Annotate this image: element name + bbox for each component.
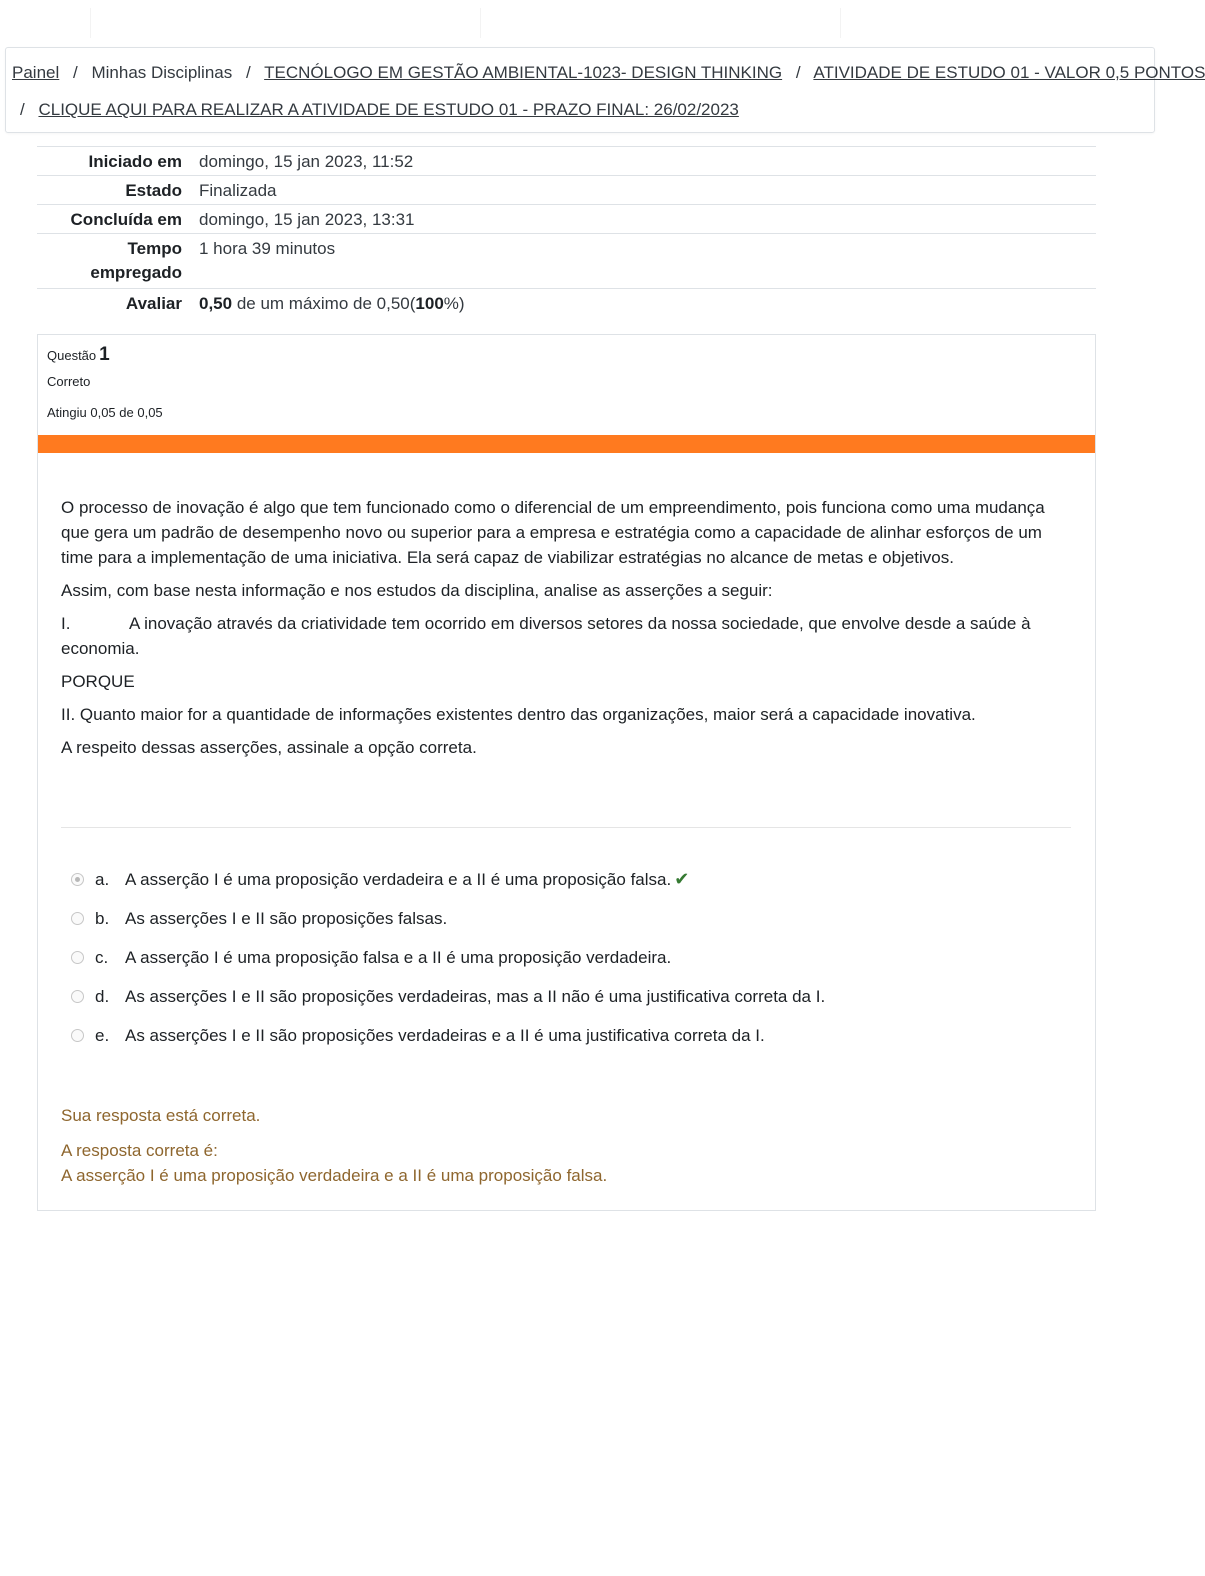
summary-label: Estado [125,181,182,200]
question-accent-bar [38,435,1095,453]
question-grade: Atingiu 0,05 de 0,05 [47,405,163,420]
divider [840,8,841,38]
spacer [61,1128,607,1138]
question-paragraph: Assim, com base nesta informação e nos estudos da disciplina, analise as asserções a seguir: [61,581,773,600]
check-icon: ✔ [674,869,690,889]
breadcrumb [5,47,1205,133]
option-d[interactable] [71,977,825,1016]
breadcrumb-separator: / [20,100,25,119]
breadcrumb-line [20,100,739,120]
summary-value [199,292,1096,328]
breadcrumb-separator: / [73,63,78,82]
question-feedback [61,1103,607,1188]
summary-row-grade [37,288,1096,328]
assertion-marker: I. [61,614,71,633]
option-c[interactable] [71,938,825,977]
option-letter: a. [95,869,110,889]
option-b[interactable] [71,899,825,938]
question-number [47,344,163,370]
answer-options [71,860,825,1055]
assertion-text: A inovação através da criatividade tem ocorrido em diversos setores da nossa sociedade, que envolve desde a saúde à economia. [61,614,1031,658]
summary-value: 1 hora 39 minutos [199,239,336,258]
summary-label: Tempo empregado [90,239,182,282]
radio-icon[interactable] [71,873,84,886]
question-prefix: Questão [47,348,97,363]
summary-row-state [37,175,1096,204]
radio-icon[interactable] [71,990,84,1003]
option-letter: b. [95,908,110,928]
breadcrumb-quiz-link[interactable]: CLIQUE AQUI PARA REALIZAR A ATIVIDADE DE ESTUDO 01 - PRAZO FINAL: 26/02/2023 [38,100,739,119]
divider [61,827,1071,828]
option-text: As asserções I e II são proposições verdadeiras, mas a II não é uma justificativa correta da I. [125,986,826,1006]
summary-label: Avaliar [125,294,182,313]
grade-text-end: %) [443,294,465,313]
breadcrumb-painel-link[interactable]: Painel [12,63,60,82]
option-e[interactable] [71,1016,825,1055]
question-info [47,344,163,420]
divider [90,8,91,38]
question-paragraph: A respeito dessas asserções, assinale a opção correta. [61,738,477,757]
option-letter: e. [95,1025,110,1045]
summary-label: Concluída em [70,210,182,229]
radio-icon[interactable] [71,1029,84,1042]
question-number-value: 1 [99,344,110,365]
divider [480,8,481,38]
summary-value: Finalizada [199,181,277,200]
breadcrumb-separator: / [245,63,251,82]
summary-row-time-taken [37,233,1096,288]
breadcrumb-separator: / [795,63,801,82]
option-text: As asserções I e II são proposições falsas. [125,908,448,928]
radio-icon[interactable] [71,912,84,925]
breadcrumb-course-link[interactable]: TECNÓLOGO EM GESTÃO AMBIENTAL-1023- DESIGN THINKING [264,63,783,82]
option-text: As asserções I e II são proposições verdadeiras e a II é uma justificativa correta da I. [125,1025,765,1045]
breadcrumb-activity-link[interactable]: ATIVIDADE DE ESTUDO 01 - VALOR 0,5 PONTOS [813,63,1205,82]
question-state: Correto [47,374,91,389]
top-strip [0,0,1139,44]
question-text [61,495,1061,768]
feedback-correct-answer: A asserção I é uma proposição verdadeira e a II é uma proposição falsa. [61,1166,608,1185]
question-paragraph: PORQUE [61,672,135,691]
question-paragraph: O processo de inovação é algo que tem funcionado como o diferencial de um empreendimento, pois funciona como uma mudança que gera um padrão de desempenho novo ou superior para a empresa e estratégia como a capacidade de alinhar esforços de um time para a implementação de uma iniciativa. Ela será capaz de viabilizar estratégias no alcance de metas e objetivos. [61,498,1045,567]
summary-value: domingo, 15 jan 2023, 11:52 [199,152,414,171]
feedback-correct-label: A resposta correta é: [61,1141,218,1160]
breadcrumb-minhas-disciplinas: Minhas Disciplinas [91,63,233,82]
question-assertion-2: II. Quanto maior for a quantidade de informações existentes dentro das organizações, maior será a capacidade inovativa. [61,705,976,724]
summary-row-completed [37,204,1096,233]
grade-percent: 100 [415,294,444,313]
option-letter: c. [95,947,109,967]
question-card [37,334,1096,1211]
option-text: A asserção I é uma proposição verdadeira e a II é uma proposição falsa. [125,869,672,889]
grade-text: de um máximo de 0,50( [232,294,416,313]
radio-icon[interactable] [71,951,84,964]
option-letter: d. [95,986,110,1006]
question-assertion-1 [61,611,1061,661]
summary-row-started [37,146,1096,175]
summary-value: domingo, 15 jan 2023, 13:31 [199,210,415,229]
summary-label: Iniciado em [88,152,182,171]
grade-score: 0,50 [199,294,233,313]
attempt-summary-table [37,146,1096,328]
feedback-result: Sua resposta está correta. [61,1106,261,1125]
option-a[interactable] [71,860,825,899]
breadcrumb-line [12,63,1205,83]
option-text: A asserção I é uma proposição falsa e a II é uma proposição verdadeira. [125,947,672,967]
